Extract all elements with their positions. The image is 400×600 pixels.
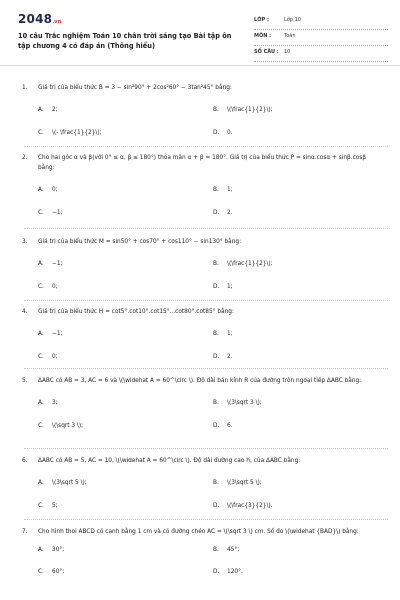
question-1 <box>0 83 400 141</box>
option-text: \(\sqrt 3 \); <box>52 423 84 429</box>
question-number: 7. <box>22 529 28 535</box>
option-text: 2. <box>227 210 233 216</box>
option-text: −1; <box>52 331 63 337</box>
question-text: Cho hai góc α và β(với 0° ≤ α, β ≤ 180°) thỏa mãn α + β = 180°. Giá trị của biểu thức P = sinα.cosα + sinβ.cosβ bằng: <box>38 155 367 171</box>
logo-main: 2048 <box>18 12 53 26</box>
option-text: 1; <box>227 284 233 290</box>
question-text: ΔABC có AB = 3, AC = 6 và \(\widehat A = 60^\circ \). Độ dài bán kính R của đường tròn ngoại tiếp ΔABC bằng: <box>38 378 362 384</box>
option-c[interactable] <box>38 421 83 431</box>
divider <box>24 146 388 147</box>
option-text: 30°; <box>52 547 65 553</box>
meta-box <box>254 14 388 62</box>
option-key: C. <box>38 354 44 360</box>
question-text: Cho hình thoi ABCD có cạnh bằng 1 cm và có đường chéo AC = \(\sqrt 3 \) cm. Số đo \(\widehat {BAD}\) bằng: <box>38 529 359 535</box>
options-grid <box>0 317 400 365</box>
option-key: A. <box>38 187 44 193</box>
option-text: \(- \frac{1}{2}\); <box>52 130 102 136</box>
option-key: A. <box>38 400 44 406</box>
option-c[interactable] <box>38 128 102 138</box>
option-text: 1; <box>227 331 233 337</box>
option-key: B. <box>213 107 219 113</box>
option-text: −1; <box>52 261 63 267</box>
option-d[interactable] <box>213 421 233 431</box>
option-text: 0; <box>52 284 58 290</box>
option-text: −1; <box>52 210 63 216</box>
logo-sub: .vn <box>52 19 62 25</box>
option-key: C. <box>38 210 44 216</box>
question-stem <box>0 83 400 93</box>
option-b[interactable] <box>213 398 262 408</box>
question-text: Giá trị của biểu thức M = sin50° + cos70° + cos110° − sin130° bằng: <box>38 239 242 245</box>
question-number: 6. <box>22 458 28 464</box>
option-text: \(3\sqrt 5 \); <box>227 480 262 486</box>
option-key: A. <box>38 480 44 486</box>
divider <box>24 300 388 301</box>
document-header <box>0 0 400 66</box>
option-key: A. <box>38 331 44 337</box>
option-text: 60°; <box>52 569 65 575</box>
meta-row-count <box>254 46 388 62</box>
option-c[interactable] <box>38 208 63 218</box>
option-key: C. <box>38 503 44 509</box>
divider <box>24 448 388 449</box>
option-key: C. <box>38 130 44 136</box>
option-text: 45°; <box>227 547 240 553</box>
option-text: 6. <box>227 423 233 429</box>
option-text: 1; <box>227 187 233 193</box>
question-number: 1. <box>22 85 28 91</box>
meta-label: LỚP : <box>254 17 269 23</box>
question-stem <box>0 307 400 317</box>
option-c[interactable] <box>38 352 58 362</box>
option-a[interactable] <box>38 105 58 115</box>
option-text: 120°. <box>227 569 243 575</box>
meta-value: 10 <box>284 49 291 55</box>
meta-value: Toán <box>284 33 296 39</box>
question-stem <box>0 527 400 537</box>
option-a[interactable] <box>38 545 64 555</box>
option-key: B. <box>213 480 219 486</box>
options-grid <box>0 537 400 581</box>
options-grid <box>0 386 400 434</box>
meta-value: Lớp 10 <box>284 17 301 23</box>
question-text: ΔABC có AB = 5, AC = 10, \(\widehat A = 60^\circ \). Độ dài đường cao h꜀ của ΔABC bằng: <box>38 458 301 464</box>
option-key: C. <box>38 284 44 290</box>
option-a[interactable] <box>38 185 58 195</box>
question-6 <box>0 456 400 514</box>
meta-row-subject <box>254 30 388 46</box>
option-key: C. <box>38 423 44 429</box>
option-b[interactable] <box>213 329 233 339</box>
option-text: \(\frac{1}{2}\); <box>227 107 273 113</box>
meta-row-class <box>254 14 388 30</box>
option-b[interactable] <box>213 105 273 115</box>
question-stem <box>0 237 400 247</box>
option-d[interactable] <box>213 128 233 138</box>
question-number: 4. <box>22 309 28 315</box>
option-key: B. <box>213 261 219 267</box>
divider <box>24 228 388 229</box>
option-c[interactable] <box>38 567 64 577</box>
option-d[interactable] <box>213 208 233 218</box>
option-text: \(3\sqrt 5 \); <box>52 480 87 486</box>
question-5 <box>0 376 400 434</box>
option-key: D. <box>213 503 220 509</box>
site-logo[interactable] <box>18 12 62 26</box>
document-title: 10 câu Trắc nghiệm Toán 10 chân trời sáng tạo Bài tập ôn tập chương 4 có đáp án (Thông hiểu) <box>18 32 232 50</box>
option-b[interactable] <box>213 478 262 488</box>
question-stem <box>0 153 400 173</box>
option-key: D. <box>213 284 220 290</box>
option-text: 3; <box>52 400 58 406</box>
option-text: 5; <box>52 503 58 509</box>
question-3 <box>0 237 400 295</box>
option-text: 0; <box>52 187 58 193</box>
question-stem <box>0 376 400 386</box>
question-number: 5. <box>22 378 28 384</box>
option-key: A. <box>38 261 44 267</box>
divider <box>24 368 388 369</box>
question-text: Giá trị của biểu thức B = 3 − sin²90° + 2cos²60° − 3tan²45° bằng: <box>38 85 232 91</box>
option-text: 0. <box>227 130 233 136</box>
question-stem <box>0 456 400 466</box>
options-grid <box>0 466 400 514</box>
question-2 <box>0 153 400 221</box>
option-key: B. <box>213 187 219 193</box>
option-key: D. <box>213 569 220 575</box>
option-key: B. <box>213 547 219 553</box>
question-7 <box>0 527 400 581</box>
option-d[interactable] <box>213 352 233 362</box>
option-a[interactable] <box>38 478 87 488</box>
option-b[interactable] <box>213 259 273 269</box>
option-text: \(3\sqrt 3 \); <box>227 400 262 406</box>
question-4 <box>0 307 400 365</box>
question-text: Giá trị của biểu thức H = cot5°.cot10°.cot15°...cot80°.cot85° bằng: <box>38 309 234 315</box>
meta-label: MÔN : <box>254 33 272 39</box>
option-key: D. <box>213 423 220 429</box>
option-text: 2; <box>52 107 58 113</box>
option-text: 0; <box>52 354 58 360</box>
option-key: C. <box>38 569 44 575</box>
option-b[interactable] <box>213 545 239 555</box>
option-key: D. <box>213 354 220 360</box>
option-key: A. <box>38 107 44 113</box>
option-key: B. <box>213 400 219 406</box>
meta-label: SỐ CÂU : <box>254 49 279 55</box>
option-key: D. <box>213 130 220 136</box>
option-key: D. <box>213 210 220 216</box>
option-d[interactable] <box>213 567 243 577</box>
option-b[interactable] <box>213 185 233 195</box>
option-d[interactable] <box>213 501 273 511</box>
option-c[interactable] <box>38 282 58 292</box>
option-a[interactable] <box>38 329 63 339</box>
option-c[interactable] <box>38 501 58 511</box>
options-grid <box>0 247 400 295</box>
option-key: B. <box>213 331 219 337</box>
options-grid <box>0 173 400 221</box>
option-a[interactable] <box>38 398 58 408</box>
question-number: 3. <box>22 239 28 245</box>
options-grid <box>0 93 400 141</box>
option-text: \(\frac{1}{2}\); <box>227 261 273 267</box>
option-a[interactable] <box>38 259 63 269</box>
divider <box>24 519 388 520</box>
option-d[interactable] <box>213 282 233 292</box>
option-key: A. <box>38 547 44 553</box>
question-number: 2. <box>22 155 28 161</box>
option-text: 2. <box>227 354 233 360</box>
option-text: \(\frac{3}{2}\). <box>227 503 273 509</box>
